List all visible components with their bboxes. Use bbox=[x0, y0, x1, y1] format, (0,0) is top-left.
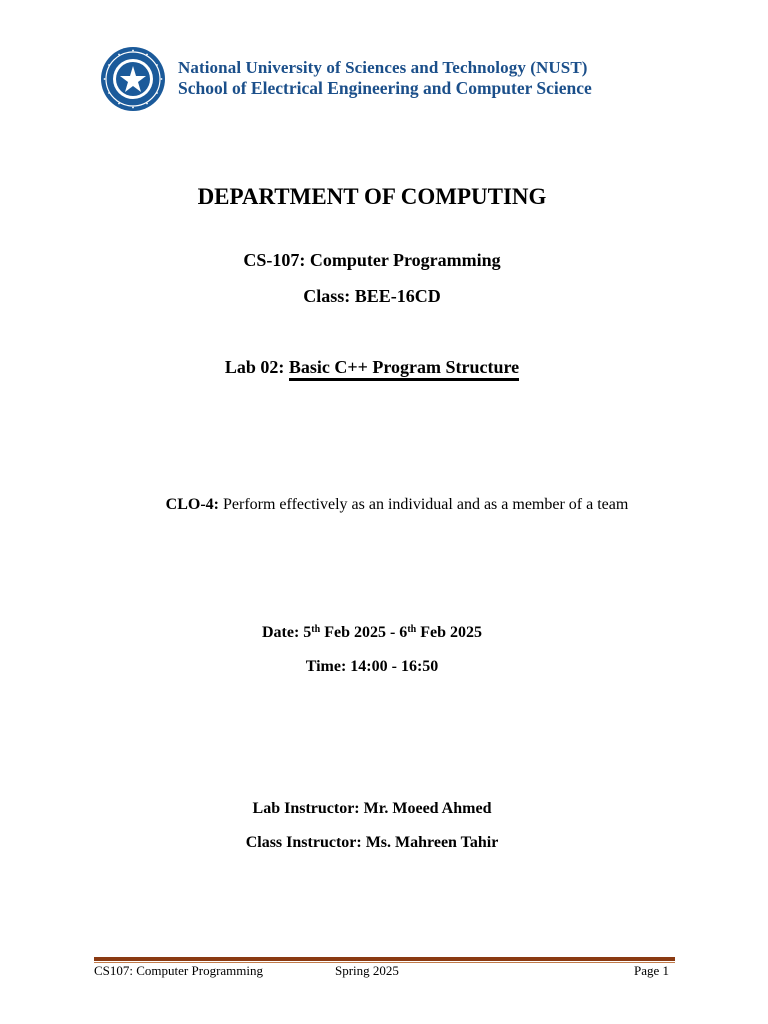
lab-title: Basic C++ Program Structure bbox=[289, 357, 519, 381]
date-middle: Feb 2025 - 6 bbox=[320, 624, 408, 641]
date-sup-2: th bbox=[407, 624, 417, 635]
department-title: DEPARTMENT OF COMPUTING bbox=[197, 184, 547, 209]
clo-label: CLO-4: bbox=[165, 496, 219, 513]
date-prefix: Date: 5 bbox=[261, 624, 312, 641]
lab-prefix: Lab 02: bbox=[224, 357, 289, 377]
nust-seal-logo bbox=[100, 46, 166, 112]
class-label: Class: BEE-16CD bbox=[303, 286, 441, 306]
lab-instructor: Lab Instructor: Mr. Moeed Ahmed bbox=[252, 800, 492, 817]
footer-rule bbox=[94, 957, 675, 961]
letterhead bbox=[100, 44, 660, 114]
date-sup-1: th bbox=[311, 624, 321, 635]
date-suffix: Feb 2025 bbox=[416, 624, 482, 641]
lab-time: Time: 14:00 - 16:50 bbox=[305, 658, 439, 675]
lab-date bbox=[0, 624, 756, 642]
university-name: National University of Sciences and Technology (NUST) bbox=[178, 58, 588, 77]
footer-page-number: Page 1 bbox=[634, 963, 670, 978]
lab-heading bbox=[0, 357, 756, 378]
clo-statement bbox=[13, 496, 768, 514]
footer-semester: Spring 2025 bbox=[335, 963, 399, 978]
school-name: School of Electrical Engineering and Computer Science bbox=[178, 78, 592, 98]
class-instructor: Class Instructor: Ms. Mahreen Tahir bbox=[245, 834, 499, 851]
clo-text: Perform effectively as an individual and as a member of a team bbox=[219, 496, 629, 513]
footer-course: CS107: Computer Programming bbox=[94, 963, 263, 978]
course-title: CS-107: Computer Programming bbox=[243, 250, 501, 270]
